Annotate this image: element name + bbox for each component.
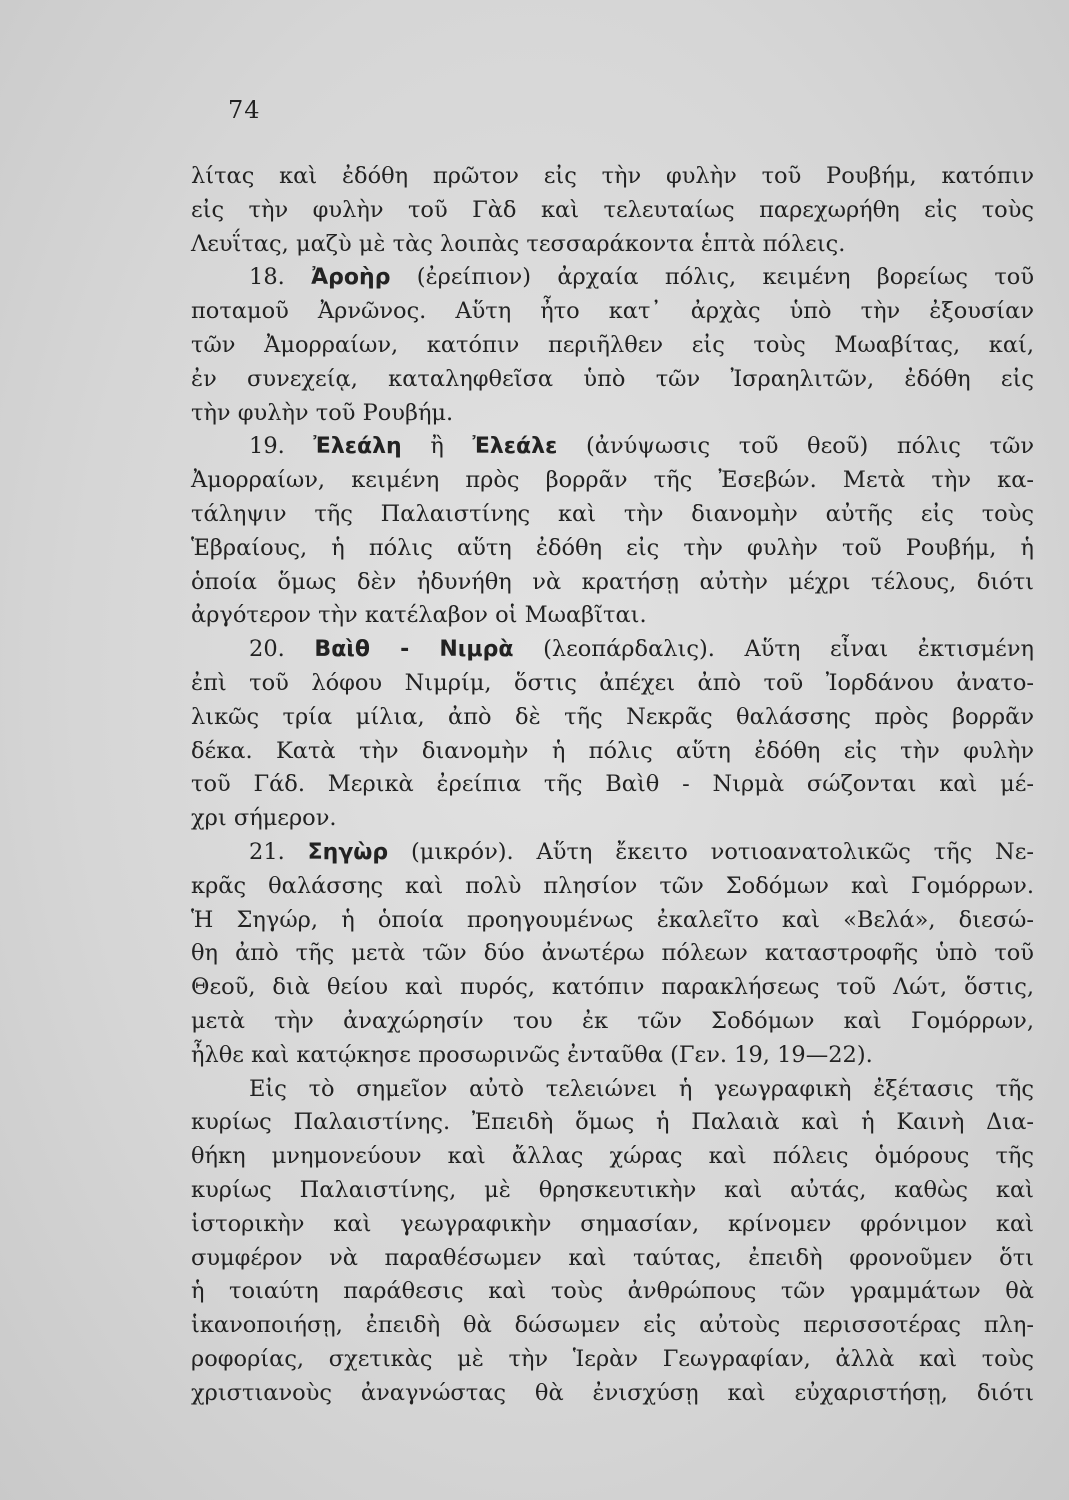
text-line: συμφέρον νὰ παραθέσωμεν καὶ ταύτας, ἐπειδὴ φρονοῦμεν ὅτι <box>191 1244 1034 1271</box>
text-line: ἐν συνεχείᾳ, καταληφθεῖσα ὑπὸ τῶν Ἰσραηλιτῶν, ἐδόθη εἰς <box>191 365 1034 392</box>
place-name-eleali: Ἐλεάλη <box>313 434 402 460</box>
entry-text: (ἐρείπιον) ἀρχαία πόλις, κειμένη βορείως τοῦ <box>390 264 1034 291</box>
text-line: κυρίως Παλαιστίνης. Ἐπειδὴ ὅμως ἡ Παλαιὰ καὶ ἡ Καινὴ Δια- <box>191 1109 1034 1136</box>
entry-connector: ἢ <box>401 433 473 460</box>
entry-20-heading-line <box>191 633 1034 667</box>
text-line: μετὰ τὴν ἀναχώρησίν του ἐκ τῶν Σοδόμων καὶ Γομόρρων, <box>191 1007 1034 1034</box>
text-line: ἀργότερον τὴν κατέλαβον οἱ Μωαβῖται. <box>191 602 647 629</box>
body-text <box>191 160 1034 1410</box>
entry-19-heading-line <box>191 430 1034 464</box>
entry-text: (ἀνύψωσις τοῦ θεοῦ) πόλις τῶν <box>557 433 1034 460</box>
entry-text: (λεοπάρδαλις). Αὕτη εἶναι ἐκτισμένη <box>513 636 1034 663</box>
text-line: ἦλθε καὶ κατῴκησε προσωρινῶς ἐνταῦθα (Γεν. 19, 19—22). <box>191 1041 873 1068</box>
text-line: χριστιανοὺς ἀναγνώστας θὰ ἐνισχύσῃ καὶ εὐχαριστήσῃ, διότι <box>191 1379 1034 1406</box>
place-name-eleale: Ἐλεάλε <box>472 434 558 460</box>
paragraph-start-line: Εἰς τὸ σημεῖον αὐτὸ τελειώνει ἡ γεωγραφικὴ ἐξέτασις τῆς <box>249 1075 1034 1102</box>
entry-number: 19. <box>249 433 314 460</box>
text-line: κρᾶς θαλάσσης καὶ πολὺ πλησίον τῶν Σοδόμων καὶ Γομόρρων. <box>191 872 1034 899</box>
text-line: ροφορίας, σχετικὰς μὲ τὴν Ἱερὰν Γεωγραφίαν, ἀλλὰ καὶ τοὺς <box>191 1345 1034 1372</box>
text-line: ἡ τοιαύτη παράθεσις καὶ τοὺς ἀνθρώπους τῶν γραμμάτων θὰ <box>191 1278 1034 1305</box>
text-line: λίτας καὶ ἐδόθη πρῶτον εἰς τὴν φυλὴν τοῦ Ρουβήμ, κατόπιν <box>191 163 1034 189</box>
text-line: Ἀμορραίων, κειμένη πρὸς βορρᾶν τῆς Ἐσεβών. Μετὰ τὴν κα- <box>191 467 1034 494</box>
page-number: 74 <box>228 96 261 124</box>
entry-text: (μικρόν). Αὕτη ἔκειτο νοτιοανατολικῶς τῆς Νε- <box>388 838 1034 865</box>
text-line: ἱκανοποιήσῃ, ἐπειδὴ θὰ δώσωμεν εἰς αὐτοὺς περισσοτέρας πλη- <box>191 1312 1034 1339</box>
text-line: Λευΐτας, μαζὺ μὲ τὰς λοιπὰς τεσσαράκοντα ἑπτὰ πόλεις. <box>191 230 846 257</box>
text-line: ποταμοῦ Ἀρνῶνος. Αὕτη ἦτο κατ᾽ ἀρχὰς ὑπὸ τὴν ἐξουσίαν <box>191 298 1034 325</box>
entry-number: 21. <box>249 838 308 865</box>
entry-18-heading-line <box>191 261 1034 295</box>
entry-number: 18. <box>249 264 312 291</box>
place-name-segor: Σηγὼρ <box>307 839 389 865</box>
text-line: ἐπὶ τοῦ λόφου Νιμρίμ, ὅστις ἀπέχει ἀπὸ τοῦ Ἰορδάνου ἀνατο- <box>191 669 1034 696</box>
text-line: Ἡ Σηγώρ, ἡ ὁποία προηγουμένως ἐκαλεῖτο καὶ «Βελά», διεσώ- <box>191 906 1034 933</box>
text-line: δέκα. Κατὰ τὴν διανομὴν ἡ πόλις αὕτη ἐδόθη εἰς τὴν φυλὴν <box>191 737 1034 764</box>
text-line: κυρίως Παλαιστίνης, μὲ θρησκευτικὴν καὶ αὐτάς, καθὼς καὶ <box>191 1176 1034 1203</box>
text-line: χρι σήμερον. <box>191 805 337 832</box>
text-line: θη ἀπὸ τῆς μετὰ τῶν δύο ἀνωτέρω πόλεων καταστροφῆς ὑπὸ τοῦ <box>191 940 1034 967</box>
text-line: τάληψιν τῆς Παλαιστίνης καὶ τὴν διανομὴν αὐτῆς εἰς τοὺς <box>191 500 1034 527</box>
entry-21-heading-line <box>191 836 1034 870</box>
text-line: ὁποία ὅμως δὲν ἠδυνήθη νὰ κρατήσῃ αὐτὴν μέχρι τέλους, διότι <box>191 568 1034 595</box>
entry-number: 20. <box>249 636 315 663</box>
text-line: Ἑβραίους, ἡ πόλις αὕτη ἐδόθη εἰς τὴν φυλὴν τοῦ Ρουβήμ, ἡ <box>191 534 1034 561</box>
text-line: τῶν Ἀμορραίων, κατόπιν περιῆλθεν εἰς τοὺς Μωαβίτας, καί, <box>191 331 1034 358</box>
text-line: λικῶς τρία μίλια, ἀπὸ δὲ τῆς Νεκρᾶς θαλάσσης πρὸς βορρᾶν <box>191 703 1034 730</box>
text-line: τοῦ Γάδ. Μερικὰ ἐρείπια τῆς Βαὶθ - Νιρμὰ σώζονται καὶ μέ- <box>191 771 1034 798</box>
place-name-baith-nimra: Βαὶθ - Νιμρὰ <box>314 637 514 663</box>
text-line: τὴν φυλὴν τοῦ Ρουβήμ. <box>191 399 454 426</box>
text-line: εἰς τὴν φυλὴν τοῦ Γὰδ καὶ τελευταίως παρεχωρήθη εἰς τοὺς <box>191 196 1034 223</box>
text-line: Θεοῦ, διὰ θείου καὶ πυρός, κατόπιν παρακλήσεως τοῦ Λώτ, ὅστις, <box>191 974 1034 1001</box>
text-line: ἱστορικὴν καὶ γεωγραφικὴν σημασίαν, κρίνομεν φρόνιμον καὶ <box>191 1210 1034 1237</box>
place-name-aroer: Ἀροὴρ <box>311 265 391 291</box>
text-line: θήκη μνημονεύουν καὶ ἄλλας χώρας καὶ πόλεις ὁμόρους τῆς <box>191 1143 1034 1170</box>
